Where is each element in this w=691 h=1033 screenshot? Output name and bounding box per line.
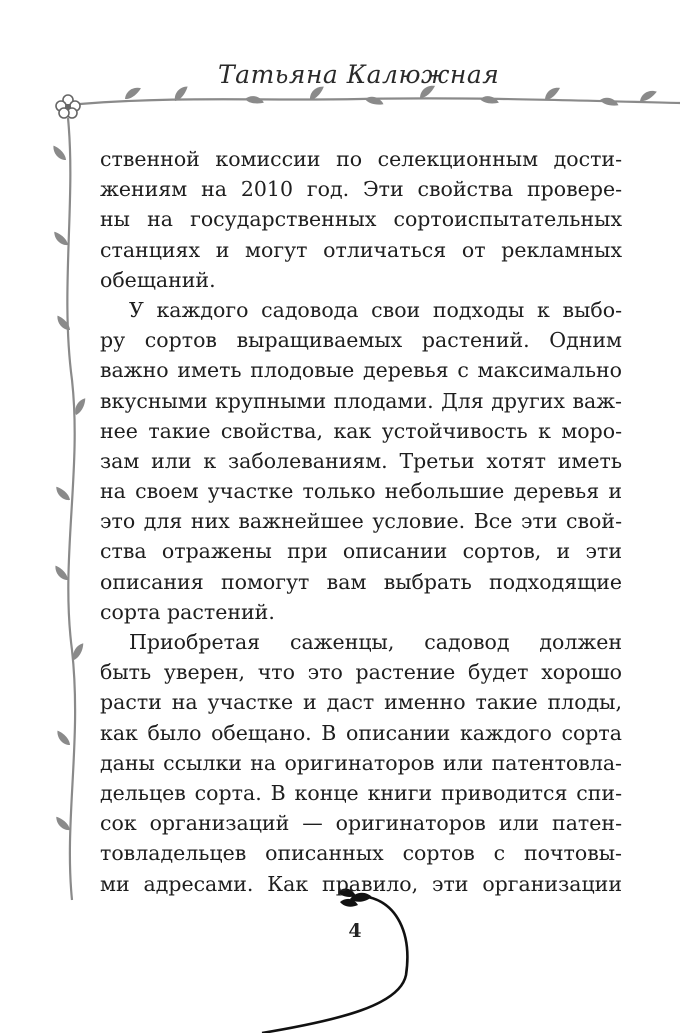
text-line: описания помогут вам выбрать подходящие	[100, 569, 622, 594]
text-line: расти на участке и даст именно такие плоды,	[100, 690, 622, 715]
text-line: станциях и могут отличаться от рекламных	[100, 237, 622, 262]
bottom-swirl	[262, 889, 407, 1033]
text-line: зам или к заболеваниям. Третьи хотят иметь	[100, 448, 622, 473]
text-line: вкусными крупными плодами. Для других важ-	[100, 388, 622, 413]
text-line: ми адресами. Как правило, эти организации	[100, 871, 622, 896]
paragraph-start-line: У каждого садовода свои подходы к выбо-	[129, 297, 622, 322]
left-vine	[51, 118, 88, 900]
paragraph-start-line: Приобретая саженцы, садовод должен	[129, 630, 622, 654]
text-line: ства отражены при описании сортов, и эти	[100, 539, 622, 564]
text-line: даны ссылки на оригинаторов или патентовла-	[100, 750, 622, 775]
text-line: ру сортов выращиваемых растений. Одним	[100, 328, 622, 353]
text-line: сок организаций — оригинаторов или патен-	[100, 811, 622, 836]
page-number: 4	[348, 920, 362, 942]
flower-ornament	[56, 95, 80, 118]
text-line: ственной комиссии по селекционным дости-	[100, 147, 622, 171]
text-line: быть уверен, что это растение будет хорошо	[100, 660, 622, 685]
text-line: это для них важнейшее условие. Все эти свой-	[100, 509, 622, 534]
text-line: важно иметь плодовые деревья с максимально	[100, 358, 622, 383]
text-line: на своем участке только небольшие деревья и	[100, 479, 622, 504]
text-line: жениям на 2010 год. Эти свойства провере-	[100, 177, 622, 202]
text-line: как было обещано. В описании каждого сорта	[100, 720, 622, 745]
body-text	[100, 144, 622, 899]
text-line: сорта растений.	[100, 599, 275, 624]
text-line: обещаний.	[100, 267, 216, 292]
text-line: ны на государственных сортоиспытательных	[100, 207, 622, 232]
running-header-author: Татьяна Калюжная	[218, 60, 500, 89]
text-line: нее такие свойства, как устойчивость к моро-	[100, 418, 622, 443]
text-line: дельцев сорта. В конце книги приводится спи-	[100, 780, 622, 805]
text-line: товладельцев описанных сортов с почтовы-	[100, 841, 622, 866]
